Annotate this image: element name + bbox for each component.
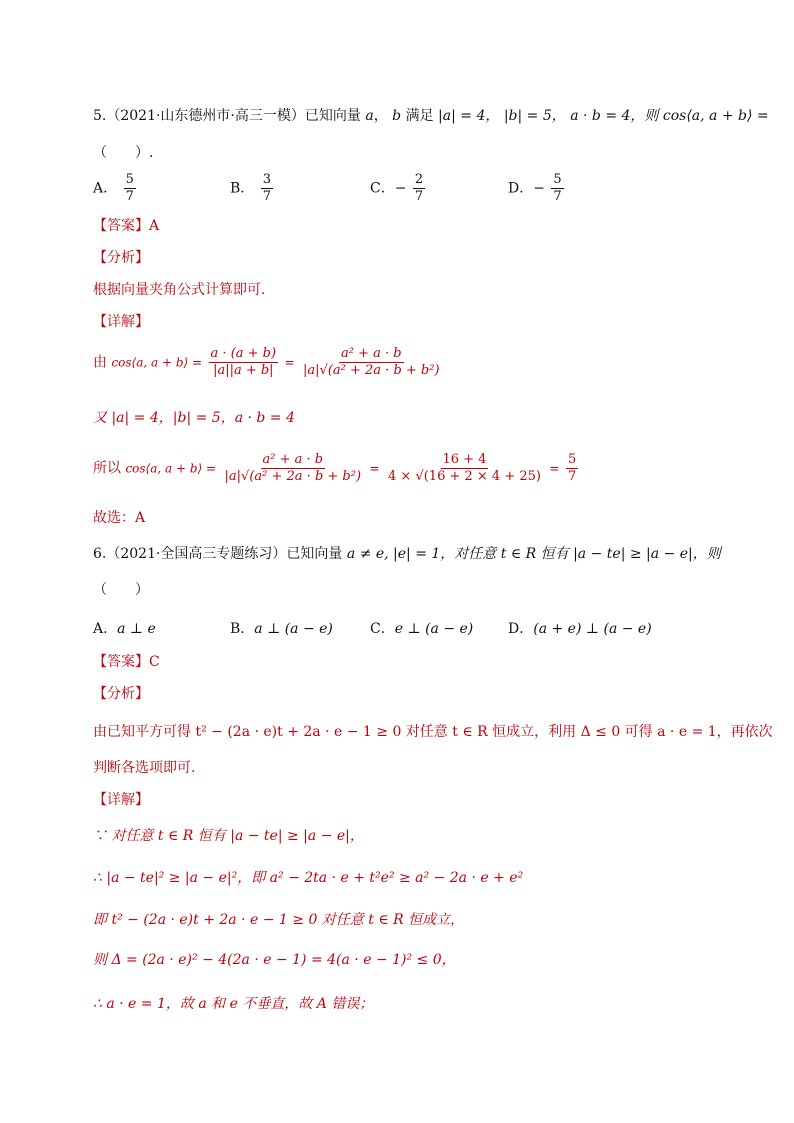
q6-detail-step4: 则 Δ = (2a · e)² − 4(2a · e − 1) = 4(a · e − 1)² ≤ 0， — [93, 952, 456, 968]
option-text: a ⊥ (a − e) — [254, 621, 333, 637]
q5-stem: 5.（2021·山东德州市·高三一模）已知向量 a， b 满足 |a| = 4， |b| = 5， a · b = 4，则 cos⟨a, a + b⟩ = — [93, 108, 769, 124]
q6-option-c[interactable] — [370, 618, 473, 638]
q6-option-d[interactable] — [508, 618, 652, 638]
option-label: B． — [230, 180, 255, 197]
fraction-numerator: 5 — [567, 452, 577, 467]
fraction-numerator: a² + a · b — [341, 346, 402, 361]
step-fraction — [386, 452, 543, 485]
option-fraction — [124, 172, 136, 205]
equals-sign: = — [369, 461, 380, 476]
q6-stem-text: 6.（2021·全国高三专题练习）已知向量 — [93, 546, 343, 562]
q6-detail-step5: ∴ a · e = 1，故 a 和 e 不垂直，故 A 错误； — [93, 996, 374, 1012]
q6-detail-step2: ∴ |a − te|² ≥ |a − e|²，即 a² − 2ta · e + t²e² ≥ a² − 2a · e + e² — [93, 870, 524, 886]
q5-answer: 【答案】A — [93, 218, 160, 234]
option-fraction — [413, 172, 425, 205]
option-sign: − — [394, 180, 407, 197]
option-text: (a + e) ⊥ (a − e) — [533, 621, 652, 637]
q6-detail-step1: ∵ 对任意 t ∈ R 恒有 |a − te| ≥ |a − e|， — [93, 828, 364, 844]
fraction-denominator: 7 — [553, 189, 562, 204]
fraction-denominator: |a|√(a² + 2a · b + b²) — [303, 363, 440, 378]
q5-cond1: |a| = 4， — [438, 108, 500, 124]
option-label: D． — [508, 180, 534, 197]
step-expression: cos⟨a, a + b⟩ = — [125, 461, 217, 476]
option-label: A． — [93, 621, 118, 637]
fraction-numerator: 5 — [125, 172, 134, 187]
q5-detail-step3 — [93, 452, 580, 485]
fraction-numerator: 3 — [262, 172, 272, 187]
fraction-numerator: a² + a · b — [262, 452, 324, 467]
option-text: a ⊥ e — [117, 621, 156, 637]
q6-detail-step3: 即 t² − (2a · e)t + 2a · e − 1 ≥ 0 对任意 t ∈ R 恒成立， — [93, 912, 465, 928]
q6-detail-heading: 【详解】 — [93, 792, 149, 808]
q5-analysis: 根据向量夹角公式计算即可. — [93, 282, 266, 298]
option-text: e ⊥ (a − e) — [394, 621, 474, 637]
fraction-numerator: a · (a + b) — [210, 346, 277, 361]
option-fraction — [551, 172, 563, 205]
q5-stem-text: 5.（2021·山东德州市·高三一模）已知向量 — [93, 108, 361, 124]
q5-option-a[interactable] — [93, 172, 138, 205]
q6-analysis-line1: 由已知平方可得 t² − (2a · e)t + 2a · e − 1 ≥ 0 对任意 t ∈ R 恒成立，利用 Δ ≤ 0 可得 a · e = 1，再依次 — [93, 724, 773, 740]
option-label: B． — [230, 621, 255, 637]
fraction-denominator: 7 — [125, 189, 134, 204]
q5-cond3: a · b = 4，则 — [570, 108, 659, 124]
step-fraction — [566, 452, 578, 485]
step-fraction — [209, 346, 279, 379]
q5-stem-mid: 满足 — [405, 108, 434, 124]
q6-stem — [93, 544, 721, 564]
q6-option-a[interactable] — [93, 618, 156, 638]
option-sign: − — [533, 180, 545, 197]
q5-detail-step1 — [93, 346, 444, 379]
step-expression: cos⟨a, a + b⟩ = — [111, 355, 203, 370]
q6-answer: 【答案】C — [93, 654, 160, 670]
equals-sign: = — [549, 461, 560, 476]
step-fraction — [223, 452, 364, 485]
option-label: C． — [370, 180, 395, 197]
option-label: A． — [93, 180, 118, 197]
option-label: D． — [508, 621, 534, 637]
q5-vec-a: a — [365, 108, 374, 124]
step-fraction — [301, 346, 442, 379]
q5-choice: 故选：A — [93, 510, 146, 526]
q6-analysis-heading: 【分析】 — [93, 686, 149, 702]
fraction-denominator: |a|√(a² + 2a · b + b²) — [224, 469, 362, 484]
step-prefix: 所以 — [93, 460, 121, 477]
q6-option-b[interactable] — [230, 618, 333, 638]
q6-condition: a ≠ e, |e| = 1，对任意 t ∈ R 恒有 |a − te| ≥ |a − e|，则 — [346, 546, 721, 562]
q5-detail-heading: 【详解】 — [93, 314, 149, 330]
q5-option-b[interactable] — [230, 172, 275, 205]
q5-detail-step2: 又 |a| = 4，|b| = 5，a · b = 4 — [93, 410, 295, 426]
equals-sign: = — [284, 355, 295, 370]
fraction-denominator: 4 × √(16 + 2 × 4 + 25) — [388, 469, 541, 484]
step-prefix: 由 — [93, 354, 107, 371]
q5-vec-b: b — [392, 108, 402, 124]
q5-cond2: |b| = 5， — [503, 108, 566, 124]
fraction-denominator: 7 — [414, 189, 424, 204]
q6-analysis-line2: 判断各选项即可. — [93, 760, 196, 776]
q5-option-c[interactable] — [370, 172, 427, 205]
q5-option-d[interactable] — [508, 172, 566, 205]
fraction-numerator: 2 — [414, 172, 424, 187]
option-label: C． — [370, 621, 395, 637]
fraction-denominator: 7 — [567, 469, 577, 484]
fraction-numerator: 16 + 4 — [442, 452, 487, 467]
q5-ask: cos⟨a, a + b⟩ = — [662, 108, 769, 124]
q5-paren: （ ）. — [93, 145, 154, 161]
option-fraction — [261, 172, 273, 205]
q5-analysis-heading: 【分析】 — [93, 250, 149, 266]
fraction-denominator: 7 — [262, 189, 272, 204]
q6-paren: （ ） — [93, 582, 149, 598]
fraction-numerator: 5 — [553, 172, 562, 187]
fraction-denominator: |a||a + b| — [213, 363, 274, 378]
